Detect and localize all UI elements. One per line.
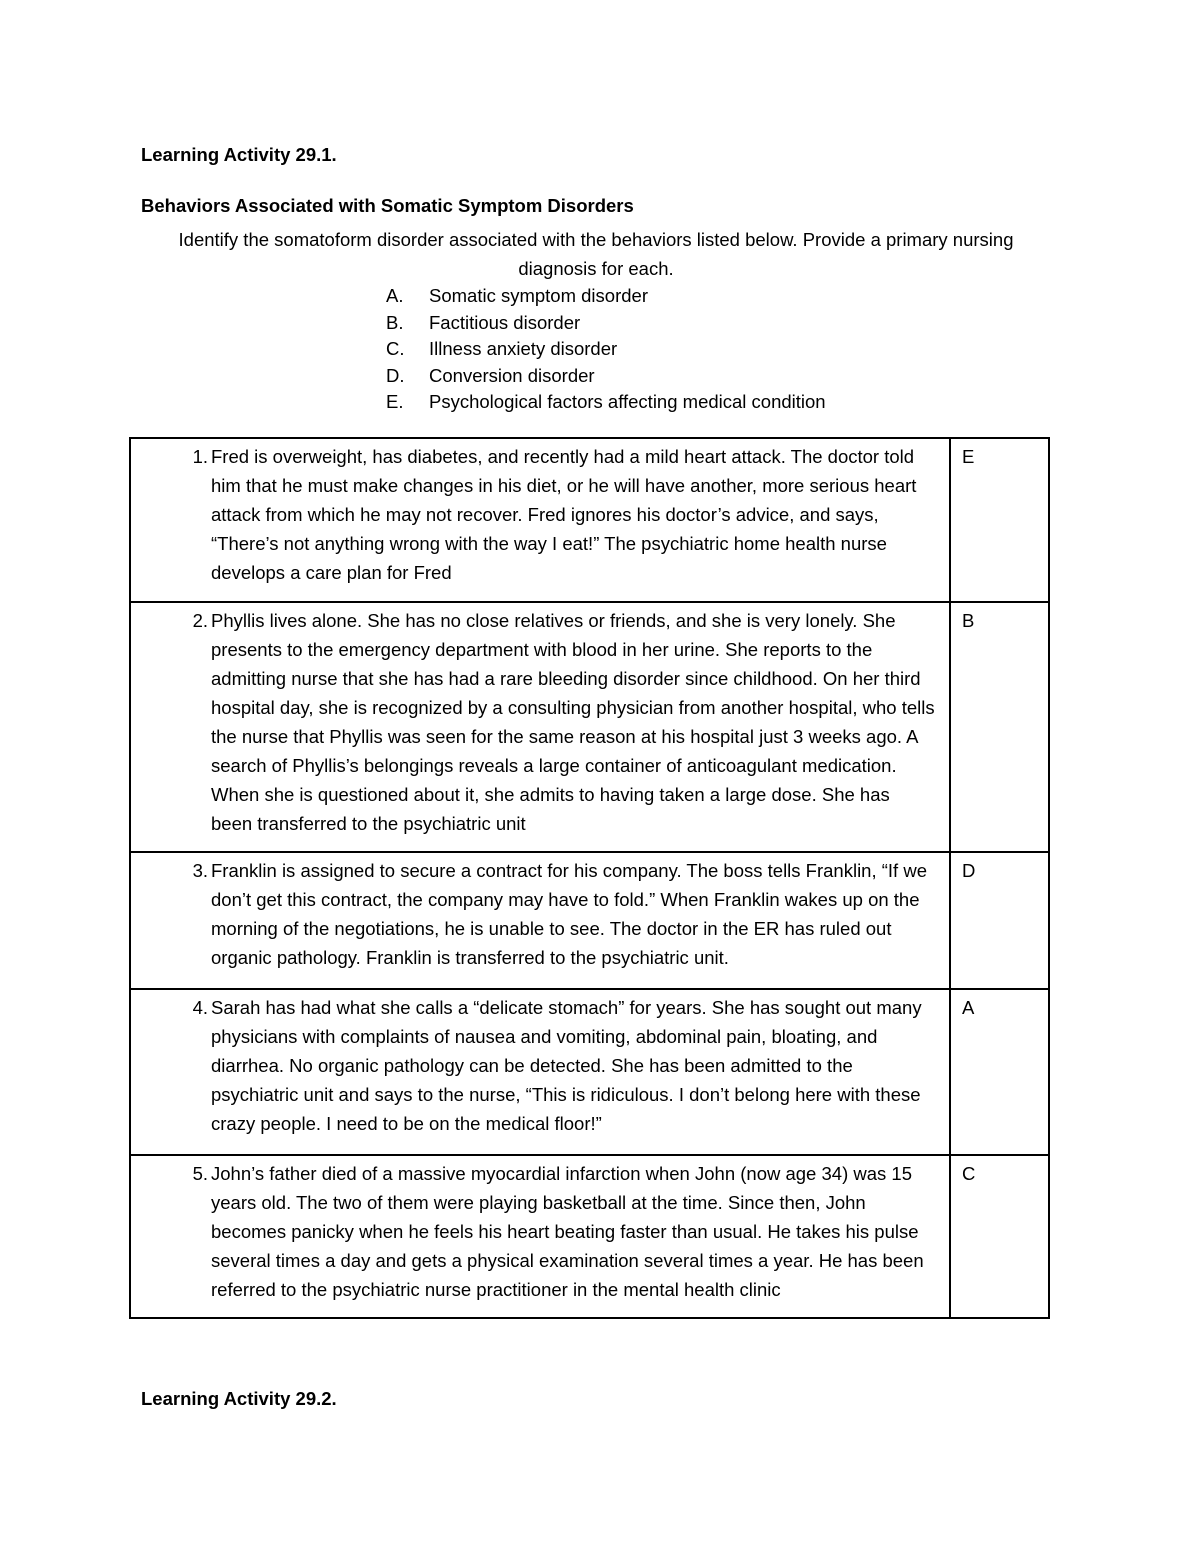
option-text: Factitious disorder bbox=[429, 311, 581, 333]
question-cell bbox=[130, 1155, 950, 1318]
question-text: Franklin is assigned to secure a contract for his company. The boss tells Franklin, “If we don’t get this contract, the company may have to fold.” When Franklin wakes up on the morning of the negotiations, he is unable to see. The doctor in the ER has ruled out organic pathology. Franklin is transferred to the psychiatric unit. bbox=[211, 860, 927, 968]
table-row bbox=[130, 852, 1049, 989]
option-item bbox=[380, 336, 826, 363]
instructions-text: Identify the somatoform disorder associated with the behaviors listed below. Provide a primary nursing diagnosis for each. bbox=[178, 229, 1014, 279]
question-text: Sarah has had what she calls a “delicate stomach” for years. She has sought out many physicians with complaints of nausea and vomiting, abdominal pain, bloating, and diarrhea. No organic pathology can be detected. She has been admitted to the psychiatric unit and says to the nurse, “This is ridiculous. I don’t belong here with these crazy people. I need to be on the medical floor!” bbox=[211, 997, 922, 1134]
option-letter: A. bbox=[386, 285, 404, 306]
table-row bbox=[130, 602, 1049, 852]
question-text: John’s father died of a massive myocardial infarction when John (now age 34) was 15 years old. The two of them were playing basketball at the time. Since then, John becomes panicky when he feels his heart beating faster than usual. He takes his pulse several times a day and gets a physical examination several times a year. He has been referred to the psychiatric nurse practitioner in the mental health clinic bbox=[211, 1163, 924, 1300]
answer-cell bbox=[950, 438, 1049, 602]
question-cell bbox=[130, 602, 950, 852]
option-letter: B. bbox=[386, 311, 404, 333]
option-text: Illness anxiety disorder bbox=[429, 338, 618, 359]
table-row bbox=[130, 438, 1049, 602]
answer-cell bbox=[950, 852, 1049, 989]
answer-letter: E bbox=[962, 446, 975, 467]
option-letter: D. bbox=[386, 364, 405, 386]
table-row bbox=[130, 989, 1049, 1155]
answer-letter: A bbox=[962, 997, 975, 1018]
option-item bbox=[380, 363, 826, 390]
question-cell bbox=[130, 852, 950, 989]
question-number: 5. bbox=[192, 1163, 208, 1184]
question-cell bbox=[130, 438, 950, 602]
disorder-options-list bbox=[380, 283, 826, 416]
question-text: Fred is overweight, has diabetes, and recently had a mild heart attack. The doctor told him that he must make changes in his diet, or he will have another, more serious heart attack from which he may not recover. Fred ignores his doctor’s advice, and says, “There’s not anything wrong with the way I eat!” The psychiatric home health nurse develops a care plan for Fred bbox=[211, 446, 917, 583]
table-row bbox=[130, 1155, 1049, 1318]
question-number: 4. bbox=[192, 997, 208, 1018]
option-letter: E. bbox=[386, 391, 404, 412]
questions-table bbox=[129, 437, 1050, 1319]
option-text: Conversion disorder bbox=[429, 364, 595, 386]
option-text: Somatic symptom disorder bbox=[429, 285, 648, 306]
question-number: 3. bbox=[192, 860, 208, 881]
question-text: Phyllis lives alone. She has no close relatives or friends, and she is very lonely. She presents to the emergency department with blood in her urine. She reports to the admitting nurse that she has had a rare bleeding disorder since childhood. On her third hospital day, she is recognized by a consulting physician from another hospital, who tells the nurse that Phyllis was seen for the same reason at his hospital just 3 weeks ago. A search of Phyllis’s belongings reveals a large container of anticoagulant medication. When she is questioned about it, she admits to having taken a large dose. She has been transferred to the psychiatric unit bbox=[211, 610, 935, 834]
activity-title: Learning Activity 29.1. bbox=[141, 144, 337, 165]
question-number: 2. bbox=[192, 610, 208, 631]
answer-cell bbox=[950, 1155, 1049, 1318]
answer-letter: B bbox=[962, 610, 975, 631]
answer-letter: D bbox=[962, 860, 976, 881]
answer-cell bbox=[950, 602, 1049, 852]
question-cell bbox=[130, 989, 950, 1155]
section-title: Behaviors Associated with Somatic Symptom Disorders bbox=[141, 195, 634, 216]
option-text: Psychological factors affecting medical condition bbox=[429, 391, 826, 412]
answer-letter: C bbox=[962, 1163, 976, 1184]
option-letter: C. bbox=[386, 338, 405, 359]
question-number: 1. bbox=[192, 446, 208, 467]
option-item bbox=[380, 389, 826, 416]
answer-cell bbox=[950, 989, 1049, 1155]
next-activity-title: Learning Activity 29.2. bbox=[141, 1388, 337, 1409]
option-item bbox=[380, 283, 826, 310]
option-item bbox=[380, 310, 826, 337]
